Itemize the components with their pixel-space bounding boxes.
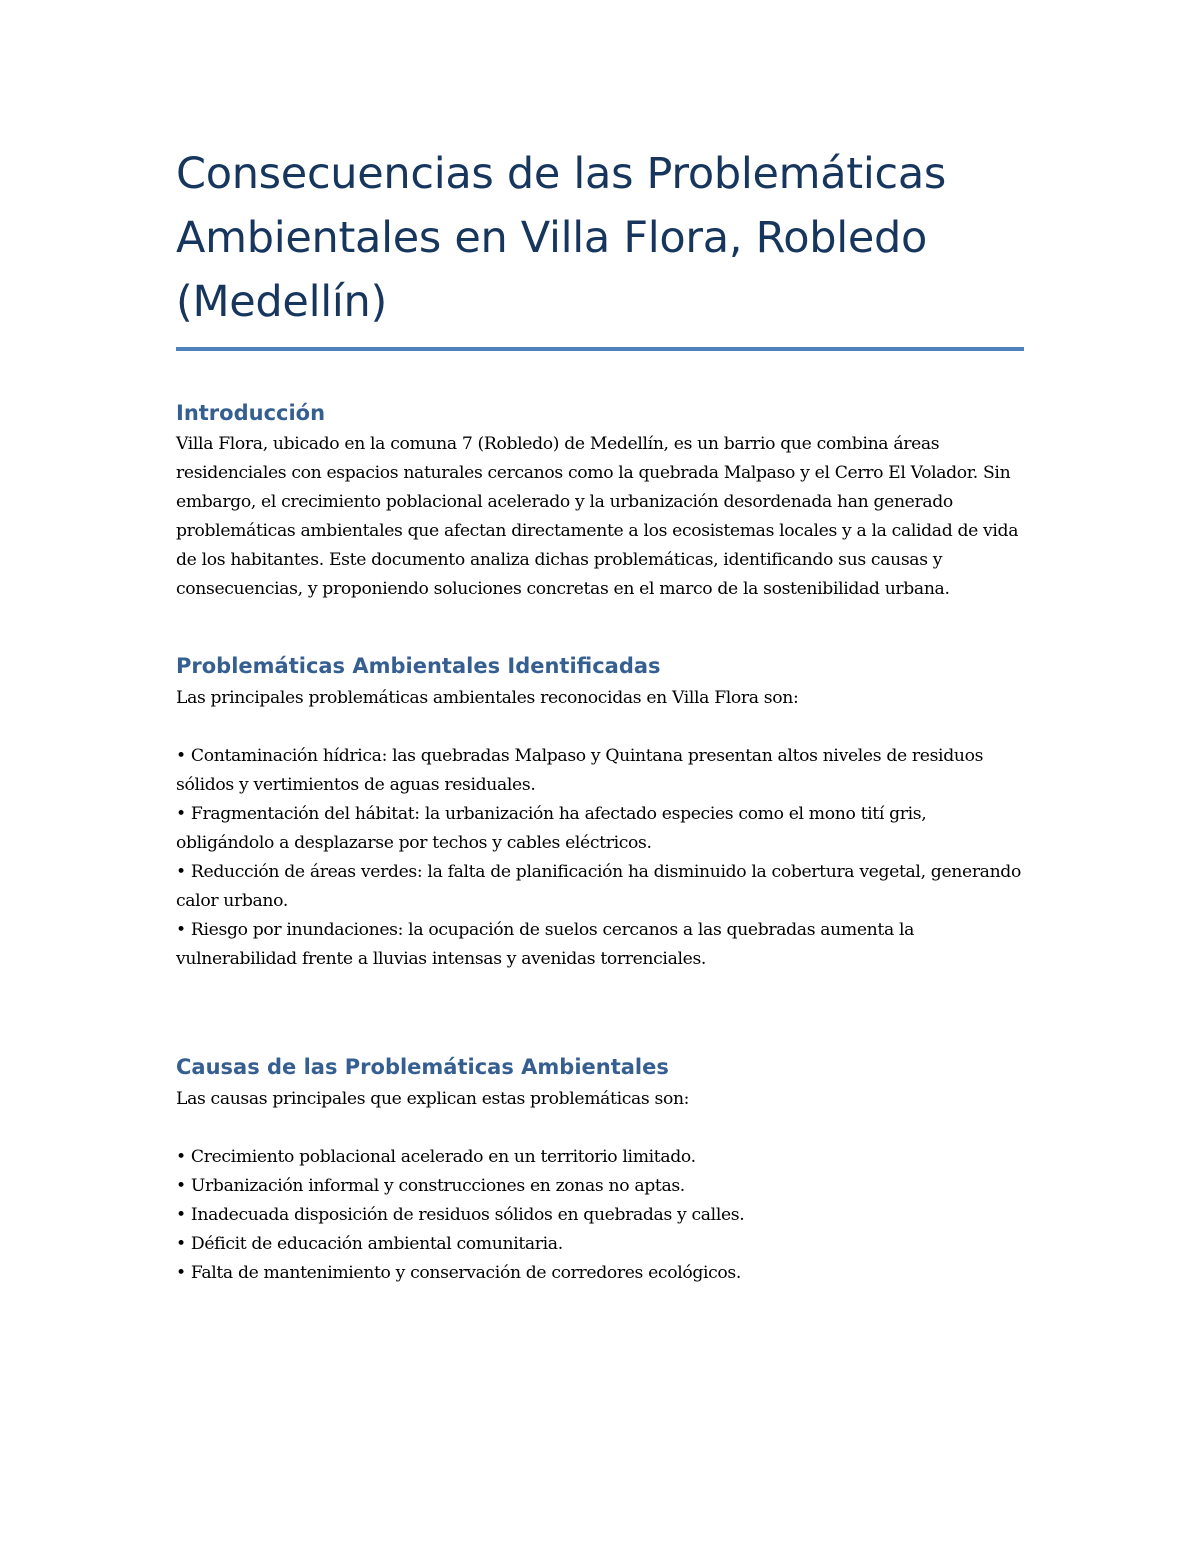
list-item: • Crecimiento poblacional acelerado en un territorio limitado. (176, 1147, 696, 1167)
bullet-marker: • (176, 1176, 186, 1196)
list-item: • Reducción de áreas verdes: la falta de planificación ha disminuido la cobertura vegetal, generando calor urbano. (176, 862, 1021, 911)
intro-heading: Introducción (176, 401, 326, 425)
list-item: • Urbanización informal y construcciones en zonas no aptas. (176, 1176, 685, 1196)
bullet-marker: • (176, 1205, 186, 1225)
intro-paragraph: Villa Flora, ubicado en la comuna 7 (Robledo) de Medellín, es un barrio que combina áreas residenciales con espacios naturales cercanos como la quebrada Malpaso y el Cerro El Volador. Sin embargo, el crecimiento poblacional acelerado y la urbanización desordenada han generado problemáticas ambientales que afectan directamente a los ecosistemas locales y a la calidad de vida de los habitantes. Este documento analiza dichas problemáticas, identificando sus causas y consecuencias, y proponiendo soluciones concretas en el marco de la sostenibilidad urbana. (176, 434, 1019, 599)
list-item: • Contaminación hídrica: las quebradas Malpaso y Quintana presentan altos niveles de residuos sólidos y vertimientos de aguas residuales. (176, 746, 984, 795)
causes-list (176, 1143, 1024, 1288)
list-item: • Fragmentación del hábitat: la urbanización ha afectado especies como el mono tití gris, obligándolo a desplazarse por techos y cables eléctricos. (176, 804, 927, 853)
bullet-marker: • (176, 746, 186, 766)
title-line-2: Ambientales en Villa Flora, Robledo (176, 213, 928, 263)
bullet-marker: • (176, 1234, 186, 1254)
list-item: • Riesgo por inundaciones: la ocupación de suelos cercanos a las quebradas aumenta la vulnerabilidad frente a lluvias intensas y avenidas torrenciales. (176, 920, 915, 969)
list-item: • Inadecuada disposición de residuos sólidos en quebradas y calles. (176, 1205, 745, 1225)
title-line-3: (Medellín) (176, 277, 387, 327)
document-content (176, 142, 1024, 1288)
problems-lead: Las principales problemáticas ambientales reconocidas en Villa Flora son: (176, 688, 799, 708)
list-item: • Déficit de educación ambiental comunitaria. (176, 1234, 563, 1254)
bullet-marker: • (176, 862, 186, 882)
title-underline-rule (176, 347, 1024, 351)
bullet-marker: • (176, 804, 186, 824)
problems-heading: Problemáticas Ambientales Identificadas (176, 654, 661, 678)
bullet-marker: • (176, 1147, 186, 1167)
document-title (176, 142, 1024, 334)
title-line-1: Consecuencias de las Problemáticas (176, 149, 946, 199)
list-item: • Falta de mantenimiento y conservación de corredores ecológicos. (176, 1263, 742, 1283)
causes-lead: Las causas principales que explican estas problemáticas son: (176, 1089, 690, 1109)
causes-heading: Causas de las Problemáticas Ambientales (176, 1055, 669, 1079)
bullet-marker: • (176, 920, 186, 940)
bullet-marker: • (176, 1263, 186, 1283)
problems-list (176, 742, 1024, 974)
